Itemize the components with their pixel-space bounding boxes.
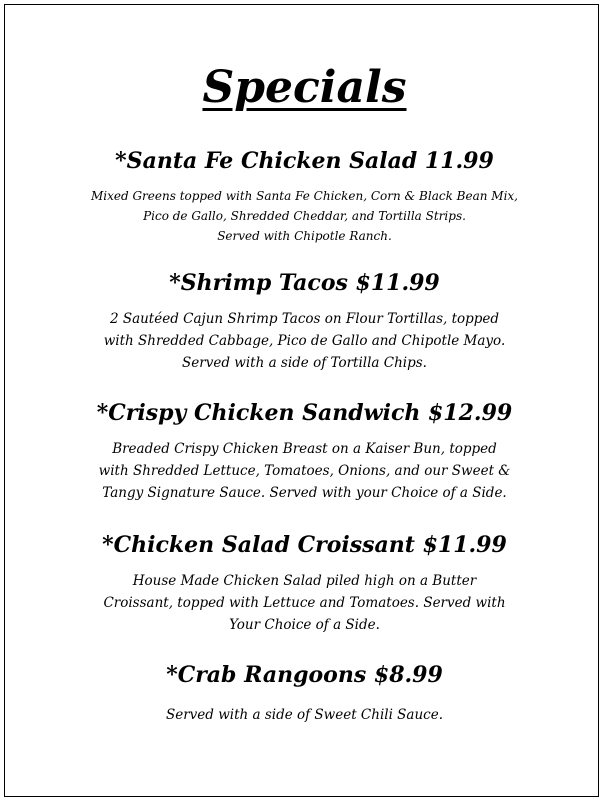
- description-line: with Shredded Lettuce, Tomatoes, Onions, and our Sweet &: [98, 463, 511, 479]
- description-line: Served with a side of Sweet Chili Sauce.: [165, 707, 444, 723]
- menu-item-crab-rangoons: [0, 660, 609, 726]
- menu-item-title: *Shrimp Tacos $11.99: [169, 270, 440, 296]
- description-line: Breaded Crispy Chicken Breast on a Kaiser Bun, topped: [112, 441, 497, 457]
- menu-item-title: *Crab Rangoons $8.99: [166, 662, 443, 688]
- menu-item-title: *Chicken Salad Croissant $11.99: [102, 532, 507, 558]
- description-line: Mixed Greens topped with Santa Fe Chicken, Corn & Black Bean Mix,: [90, 189, 518, 203]
- description-line: House Made Chicken Salad piled high on a Butter: [132, 573, 477, 589]
- description-line: Served with a side of Tortilla Chips.: [182, 355, 427, 371]
- menu-item-title: *Crispy Chicken Sandwich $12.99: [96, 400, 513, 426]
- menu-item-description: [0, 186, 609, 246]
- menu-item-description: [0, 570, 609, 636]
- description-line: Served with Chipotle Ranch.: [217, 229, 392, 243]
- menu-item-chicken-salad-croissant: [0, 530, 609, 636]
- menu-item-shrimp-tacos: [0, 268, 609, 374]
- description-line: with Shredded Cabbage, Pico de Gallo and Chipotle Mayo.: [103, 333, 506, 349]
- description-line: Tangy Signature Sauce. Served with your Choice of a Side.: [102, 485, 507, 501]
- menu-item-title: *Santa Fe Chicken Salad 11.99: [115, 148, 494, 174]
- menu-item-description: [0, 704, 609, 726]
- menu-item-crispy-chicken-sandwich: [0, 398, 609, 504]
- description-line: Croissant, topped with Lettuce and Tomatoes. Served with: [103, 595, 506, 611]
- page-title: Specials: [202, 62, 407, 113]
- menu-item-description: [0, 438, 609, 504]
- description-line: Pico de Gallo, Shredded Cheddar, and Tortilla Strips.: [143, 209, 466, 223]
- description-line: 2 Sautéed Cajun Shrimp Tacos on Flour Tortillas, topped: [109, 311, 500, 327]
- description-line: Your Choice of a Side.: [229, 617, 380, 633]
- menu-item-description: [0, 308, 609, 374]
- menu-item-santa-fe-chicken-salad: [0, 146, 609, 246]
